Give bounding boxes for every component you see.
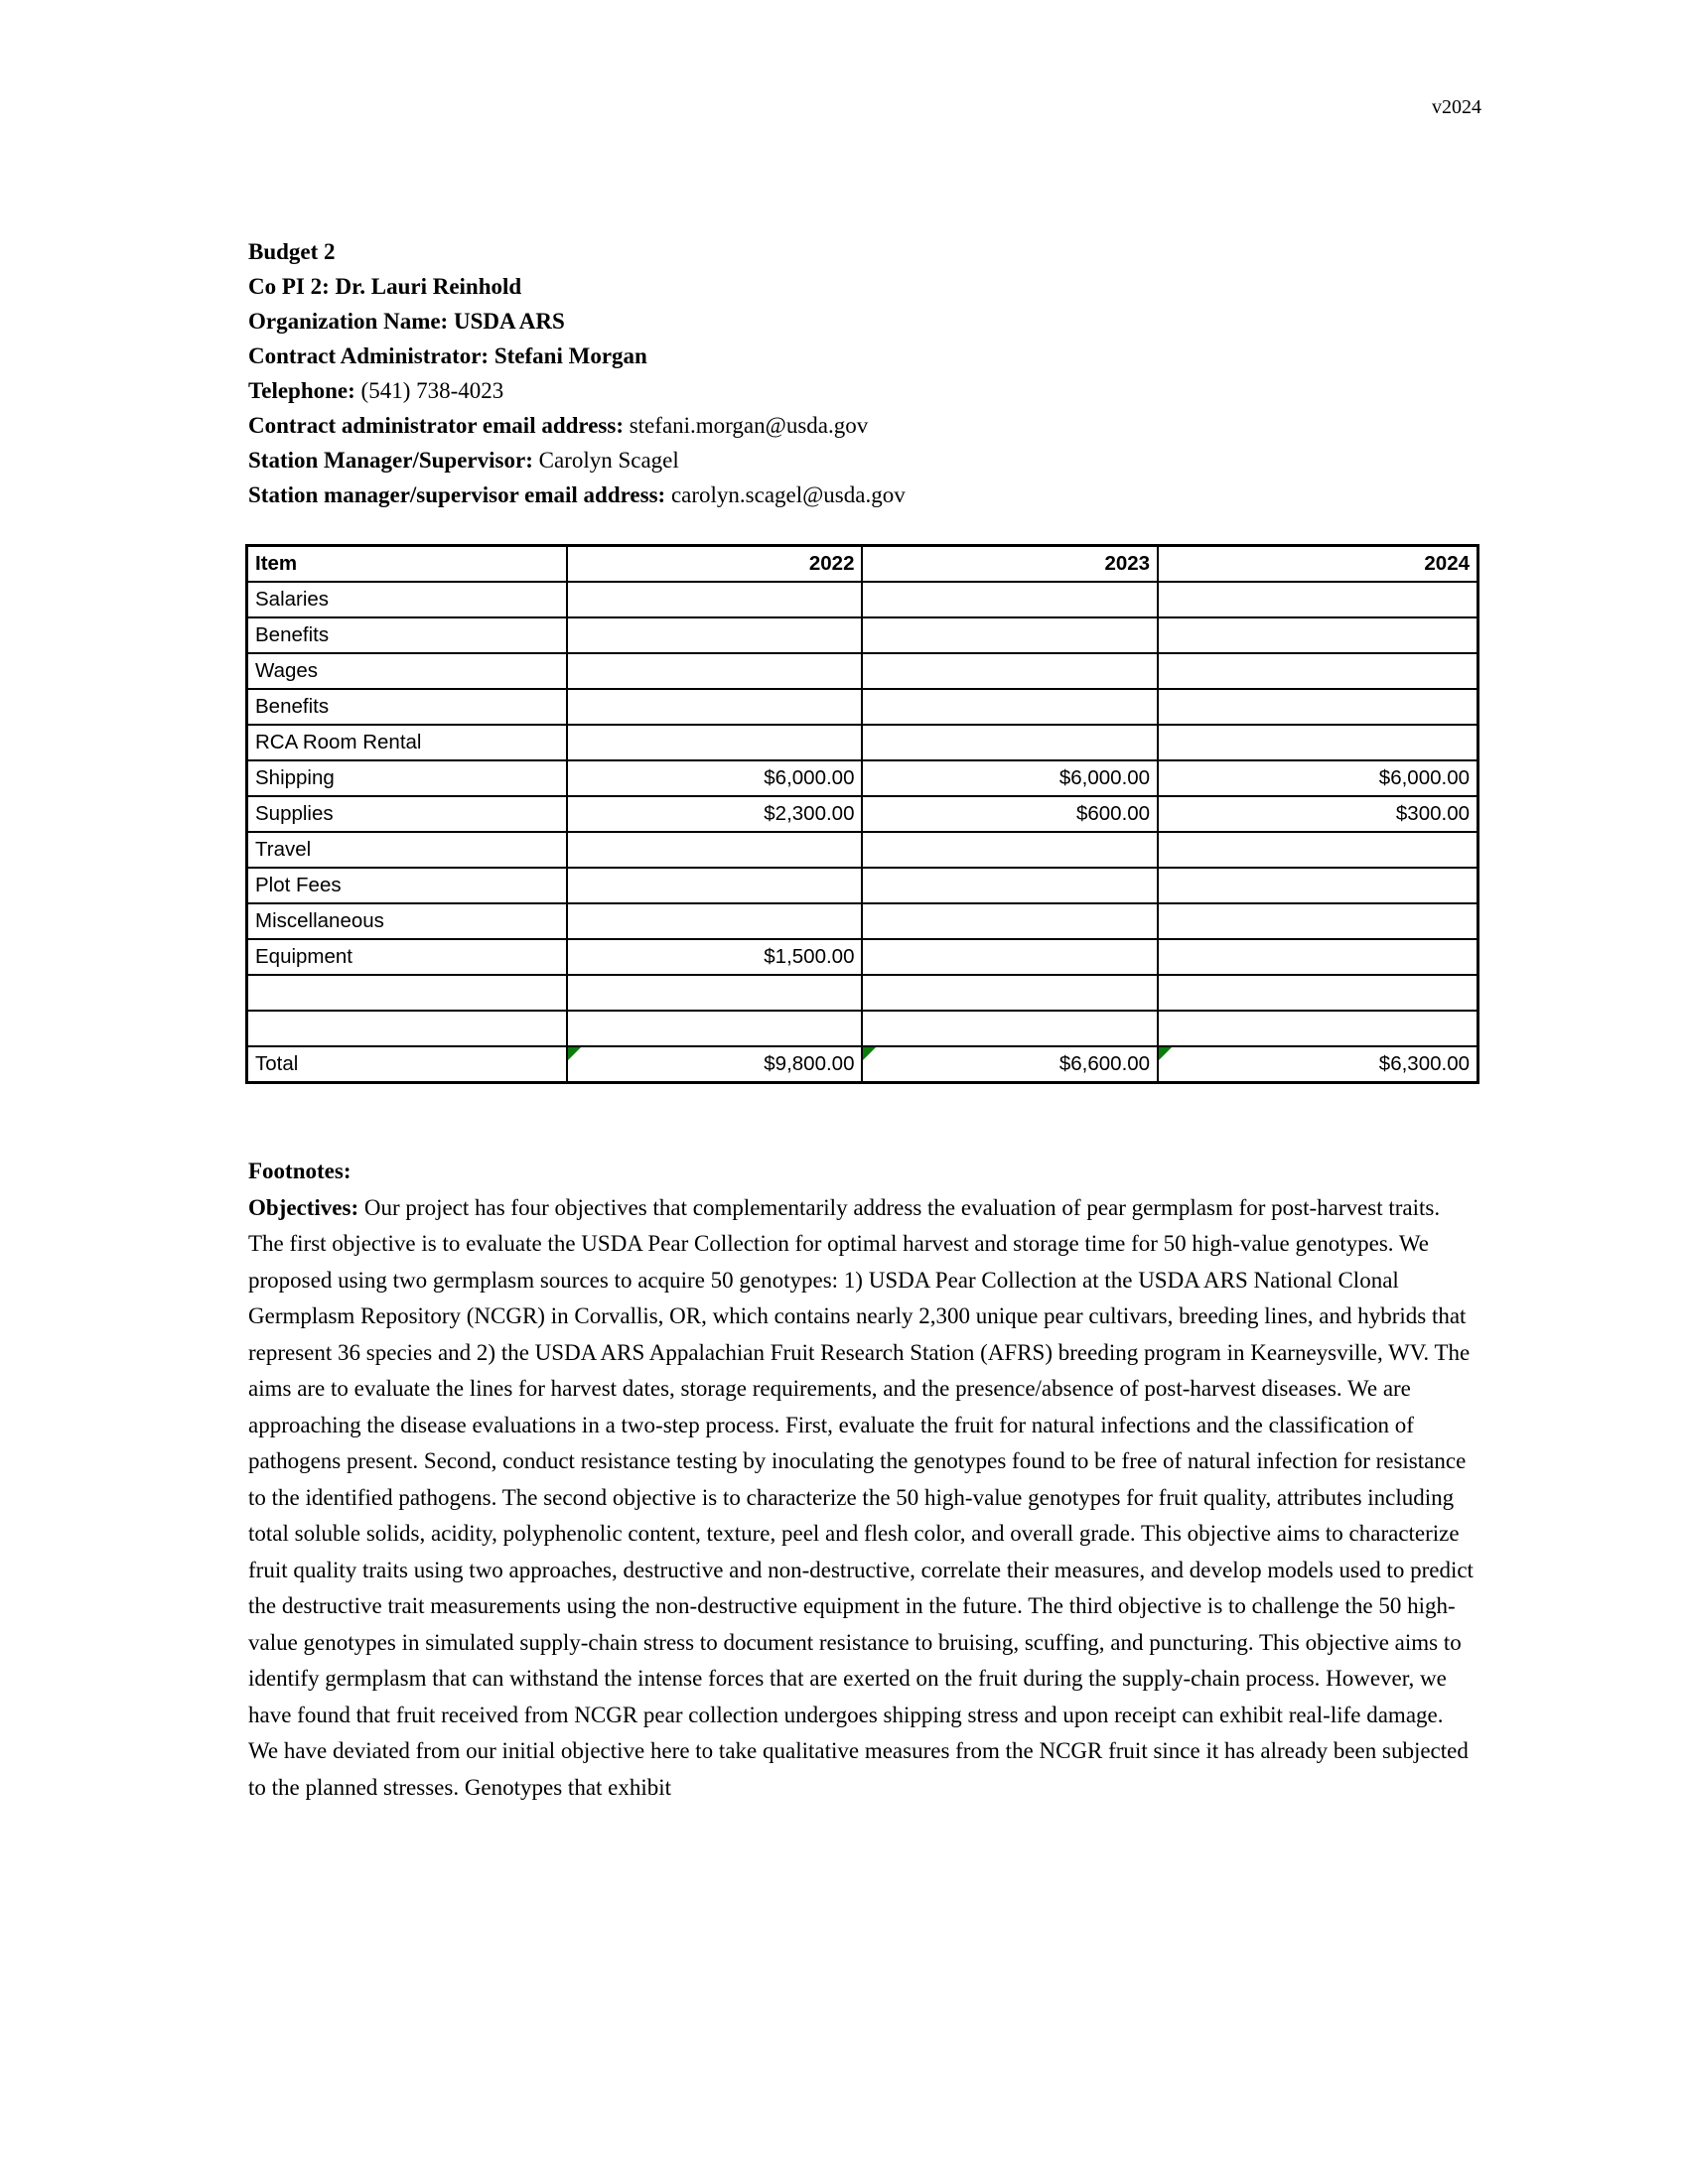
budget-title: Budget 2 — [248, 239, 336, 264]
item-cell: Miscellaneous — [247, 903, 567, 939]
item-cell: Salaries — [247, 582, 567, 617]
item-cell: Benefits — [247, 689, 567, 725]
value-cell — [862, 689, 1158, 725]
footnotes-section — [248, 1154, 1474, 1806]
table-row-rca-room-rental — [247, 725, 1478, 760]
value-cell — [567, 832, 863, 868]
total-value-cell-2022: $9,800.00 — [567, 1046, 863, 1083]
value-cell — [1158, 689, 1477, 725]
formula-indicator-icon — [568, 1047, 581, 1060]
item-cell: Equipment — [247, 939, 567, 975]
telephone-line: Telephone: (541) 738-4023 — [248, 378, 504, 403]
value-cell — [567, 725, 863, 760]
budget-header-block — [248, 234, 906, 512]
item-cell — [247, 975, 567, 1011]
objectives-text: Our project has four objectives that complementarily address the evaluation of pear germplasm for post-harvest traits. The first objective is to evaluate the USDA Pear Collection for optimal harvest and storage time for 50 high-value genotypes. We proposed using two germplasm sources to acquire 50 genotypes: 1) USDA Pear Collection at the USDA ARS National Clonal Germplasm Repository (NCGR) in Corvallis, OR, which contains nearly 2,300 unique pear cultivars, breeding lines, and hybrids that represent 36 species and 2) the USDA ARS Appalachian Fruit Research Station (AFRS) breeding program in Kearneysville, WV. The aims are to evaluate the lines for harvest dates, storage requirements, and the presence/absence of post-harvest diseases. We are approaching the disease evaluations in a two-step process. First, evaluate the fruit for natural infections and the classification of pathogens present. Second, conduct resistance testing by inoculating the genotypes found to be free of natural infection for resistance to the identified pathogens. The second objective is to characterize the 50 high-value genotypes for fruit quality, attributes including total soluble solids, acidity, polyphenolic content, texture, peel and flesh color, and overall grade. This objective aims to characterize fruit quality traits using two approaches, destructive and non-destructive, correlate their measures, and develop models used to predict the destructive trait measurements using the non-destructive equipment in the future. The third objective is to challenge the 50 high-value genotypes in simulated supply-chain stress to document resistance to bruising, scuffing, and puncturing. This objective aims to identify germplasm that can withstand the intense forces that are exerted on the fruit during the supply-chain process. However, we have found that fruit received from NCGR pear collection undergoes shipping stress and upon receipt can exhibit real-life damage. We have deviated from our initial objective here to take qualitative measures from the NCGR fruit since it has already been subjected to the planned stresses. Genotypes that exhibit — [248, 1194, 1474, 1800]
value-cell — [1158, 725, 1477, 760]
value-cell — [862, 653, 1158, 689]
item-cell: Travel — [247, 832, 567, 868]
value-cell — [1158, 653, 1477, 689]
budget-table — [245, 544, 1479, 1084]
value-cell — [567, 903, 863, 939]
value-cell: $2,300.00 — [567, 796, 863, 832]
objectives-label: Objectives: — [248, 1194, 359, 1220]
value-cell — [1158, 939, 1477, 975]
value-cell — [567, 582, 863, 617]
column-header-2022: 2022 — [567, 546, 863, 583]
value-cell — [1158, 617, 1477, 653]
table-row-benefits-2 — [247, 689, 1478, 725]
value-cell — [1158, 1011, 1477, 1046]
value-cell — [862, 617, 1158, 653]
table-row-travel — [247, 832, 1478, 868]
table-total-row — [247, 1046, 1478, 1083]
value-cell — [1158, 903, 1477, 939]
station-manager-line: Station Manager/Supervisor: Carolyn Scagel — [248, 448, 679, 473]
value-cell — [862, 1011, 1158, 1046]
value-cell: $1,500.00 — [567, 939, 863, 975]
table-row-wages — [247, 653, 1478, 689]
item-cell: Shipping — [247, 760, 567, 796]
table-row-benefits-1 — [247, 617, 1478, 653]
value-cell — [862, 725, 1158, 760]
station-manager-email-line: Station manager/supervisor email address: carolyn.scagel@usda.gov — [248, 482, 906, 507]
value-cell — [862, 903, 1158, 939]
item-cell: Supplies — [247, 796, 567, 832]
item-cell — [247, 1011, 567, 1046]
value-cell — [567, 975, 863, 1011]
co-pi-line: Co PI 2: Dr. Lauri Reinhold — [248, 274, 522, 299]
table-row-blank-1 — [247, 975, 1478, 1011]
item-cell: Benefits — [247, 617, 567, 653]
table-row-equipment — [247, 939, 1478, 975]
value-cell — [862, 868, 1158, 903]
table-row-plot-fees — [247, 868, 1478, 903]
contract-admin-email-line: Contract administrator email address: stefani.morgan@usda.gov — [248, 413, 869, 438]
table-row-shipping — [247, 760, 1478, 796]
table-header-row — [247, 546, 1478, 583]
value-cell — [567, 653, 863, 689]
version-label: v2024 — [1432, 96, 1481, 118]
column-header-item: Item — [247, 546, 567, 583]
footnotes-heading: Footnotes: — [248, 1159, 352, 1183]
column-header-2024: 2024 — [1158, 546, 1477, 583]
value-cell: $300.00 — [1158, 796, 1477, 832]
value-cell — [862, 582, 1158, 617]
table-row-salaries — [247, 582, 1478, 617]
value-cell — [567, 689, 863, 725]
table-row-miscellaneous — [247, 903, 1478, 939]
table-row-supplies — [247, 796, 1478, 832]
item-cell: Plot Fees — [247, 868, 567, 903]
objectives-paragraph — [248, 1190, 1474, 1807]
total-label-cell: Total — [247, 1046, 567, 1083]
value-cell — [567, 617, 863, 653]
value-cell — [1158, 975, 1477, 1011]
value-cell — [1158, 832, 1477, 868]
item-cell: RCA Room Rental — [247, 725, 567, 760]
column-header-2023: 2023 — [862, 546, 1158, 583]
organization-name-line: Organization Name: USDA ARS — [248, 309, 565, 334]
value-cell: $6,000.00 — [862, 760, 1158, 796]
value-cell — [862, 939, 1158, 975]
value-cell — [1158, 868, 1477, 903]
item-cell: Wages — [247, 653, 567, 689]
value-cell — [862, 975, 1158, 1011]
contract-administrator-line: Contract Administrator: Stefani Morgan — [248, 343, 647, 368]
value-cell: $6,000.00 — [1158, 760, 1477, 796]
value-cell — [567, 868, 863, 903]
value-cell — [1158, 582, 1477, 617]
total-value-cell-2024: $6,300.00 — [1158, 1046, 1477, 1083]
formula-indicator-icon — [863, 1047, 876, 1060]
table-row-blank-2 — [247, 1011, 1478, 1046]
value-cell: $6,000.00 — [567, 760, 863, 796]
value-cell: $600.00 — [862, 796, 1158, 832]
total-value-cell-2023: $6,600.00 — [862, 1046, 1158, 1083]
value-cell — [862, 832, 1158, 868]
value-cell — [567, 1011, 863, 1046]
formula-indicator-icon — [1159, 1047, 1172, 1060]
